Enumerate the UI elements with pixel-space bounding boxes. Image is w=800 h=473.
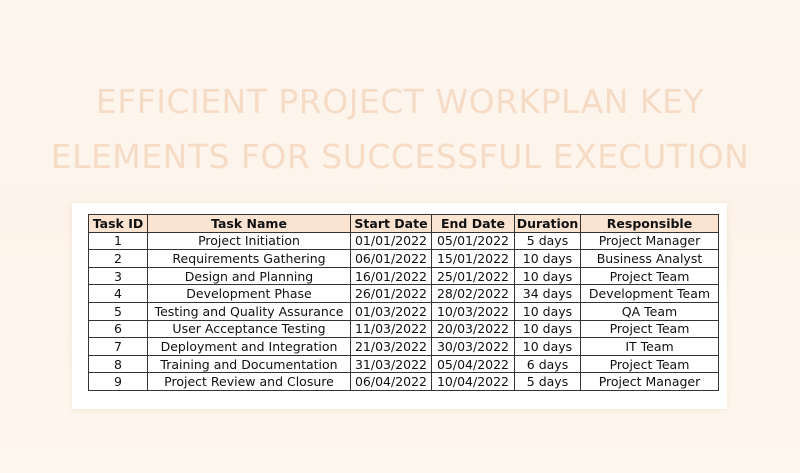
duration-cell: 10 days [515,250,581,268]
table-row [89,267,719,285]
start-date-cell: 01/01/2022 [351,232,432,250]
responsible-cell: QA Team [581,302,719,320]
end-date-cell: 25/01/2022 [432,267,515,285]
task-id-cell: 2 [89,250,148,268]
responsible-cell: Project Manager [581,373,719,391]
end-date-cell: 20/03/2022 [432,320,515,338]
task-id-cell: 6 [89,320,148,338]
task-id-cell: 7 [89,338,148,356]
responsible-cell: Development Team [581,285,719,303]
task-id-cell: 8 [89,355,148,373]
task-name-cell: Requirements Gathering [148,250,351,268]
header-responsible: Responsible [581,215,719,233]
responsible-cell: Project Team [581,267,719,285]
duration-cell: 10 days [515,302,581,320]
header-task-id: Task ID [89,215,148,233]
duration-cell: 34 days [515,285,581,303]
task-id-cell: 5 [89,302,148,320]
start-date-cell: 21/03/2022 [351,338,432,356]
start-date-cell: 01/03/2022 [351,302,432,320]
table-row [89,250,719,268]
duration-cell: 10 days [515,320,581,338]
header-start-date: Start Date [351,215,432,233]
start-date-cell: 16/01/2022 [351,267,432,285]
header-end-date: End Date [432,215,515,233]
task-id-cell: 4 [89,285,148,303]
table-row [89,355,719,373]
duration-cell: 10 days [515,338,581,356]
table-row [89,338,719,356]
end-date-cell: 05/01/2022 [432,232,515,250]
responsible-cell: Project Manager [581,232,719,250]
start-date-cell: 11/03/2022 [351,320,432,338]
table-row [89,302,719,320]
header-duration: Duration [515,215,581,233]
task-name-cell: Project Initiation [148,232,351,250]
responsible-cell: Project Team [581,320,719,338]
workplan-table [88,214,719,391]
table-card [72,203,727,409]
responsible-cell: IT Team [581,338,719,356]
page-title [0,74,800,184]
task-name-cell: Deployment and Integration [148,338,351,356]
responsible-cell: Business Analyst [581,250,719,268]
end-date-cell: 28/02/2022 [432,285,515,303]
duration-cell: 5 days [515,232,581,250]
title-line-2: ELEMENTS FOR SUCCESSFUL EXECUTION [50,137,750,176]
start-date-cell: 31/03/2022 [351,355,432,373]
table-row [89,232,719,250]
task-name-cell: Testing and Quality Assurance [148,302,351,320]
responsible-cell: Project Team [581,355,719,373]
task-id-cell: 1 [89,232,148,250]
table-row [89,320,719,338]
table-row [89,285,719,303]
task-name-cell: User Acceptance Testing [148,320,351,338]
task-name-cell: Project Review and Closure [148,373,351,391]
duration-cell: 6 days [515,355,581,373]
task-name-cell: Training and Documentation [148,355,351,373]
end-date-cell: 10/03/2022 [432,302,515,320]
header-row [89,215,719,233]
start-date-cell: 06/01/2022 [351,250,432,268]
end-date-cell: 10/04/2022 [432,373,515,391]
start-date-cell: 06/04/2022 [351,373,432,391]
task-name-cell: Development Phase [148,285,351,303]
header-task-name: Task Name [148,215,351,233]
end-date-cell: 30/03/2022 [432,338,515,356]
duration-cell: 10 days [515,267,581,285]
end-date-cell: 15/01/2022 [432,250,515,268]
task-name-cell: Design and Planning [148,267,351,285]
end-date-cell: 05/04/2022 [432,355,515,373]
table-row [89,373,719,391]
table-body [89,232,719,390]
start-date-cell: 26/01/2022 [351,285,432,303]
task-id-cell: 9 [89,373,148,391]
duration-cell: 5 days [515,373,581,391]
title-line-1: EFFICIENT PROJECT WORKPLAN KEY [95,82,705,121]
task-id-cell: 3 [89,267,148,285]
